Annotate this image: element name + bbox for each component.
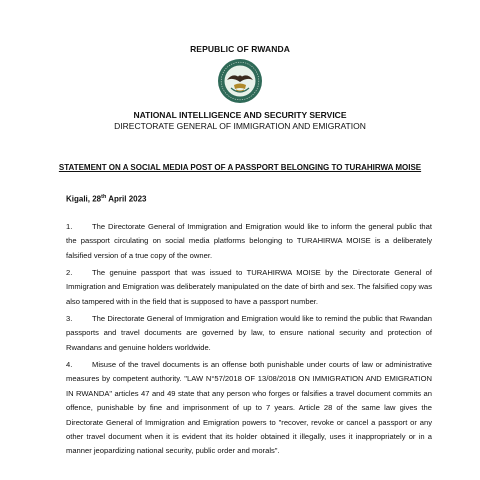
paragraph-number: 2. xyxy=(66,268,73,277)
paragraph-2 xyxy=(66,266,432,309)
statement-title: STATEMENT ON A SOCIAL MEDIA POST OF A PASSPORT BELONGING TO TURAHIRWA MOISE xyxy=(58,163,422,172)
paragraph-number: 1. xyxy=(66,222,73,231)
paragraph-text: The Directorate General of Immigration and Emigration would like to inform the general public that the passport circulating on social media platforms belonging to TURAHIRWA MOISE is a deliberately falsified version of a true copy of the owner. xyxy=(66,222,432,260)
paragraph-1 xyxy=(66,220,432,263)
dateline-ordinal: th xyxy=(101,194,107,200)
paragraph-3 xyxy=(66,312,432,355)
agency-heading: NATIONAL INTELLIGENCE AND SECURITY SERVICE xyxy=(133,110,347,120)
dateline xyxy=(66,194,147,204)
paragraph-text: The genuine passport that was issued to TURAHIRWA MOISE by the Directorate General of Immigration and Emigration was deliberately manipulated on the date of birth and sex. The falsified copy was also tampered with in the field that is supposed to have a passport number. xyxy=(66,268,432,306)
paragraph-number: 4. xyxy=(66,360,73,369)
paragraph-4 xyxy=(66,358,432,459)
directorate-heading: DIRECTORATE GENERAL OF IMMIGRATION AND EMIGRATION xyxy=(114,121,366,131)
paragraph-text: The Directorate General of Immigration and Emigration would like to remind the public that Rwandan passports and travel documents are governed by law, to ensure national security and protection of Rwandans and genuine holders worldwide. xyxy=(66,314,432,352)
paragraph-number: 3. xyxy=(66,314,73,323)
country-heading: REPUBLIC OF RWANDA xyxy=(190,44,290,54)
paragraph-text: Misuse of the travel documents is an offense both punishable under courts of law or administrative measures by competent authority. "LAW N°57/2018 OF 13/08/2018 ON IMMIGRATION AND EMIGRATION IN RWANDA" articles 47 and 49 state that any person who forges or falsifies a travel document commits an offence, punishable by fine and imprisonment of up to 7 years. Article 28 of the same law gives the Directorate General of Immigration and Emigration powers to "recover, revoke or cancel a passport or any other travel document when it is evident that its holder obtained it illegally, uses it inappropriately or in a manner jeopardizing national security, public order and morals". xyxy=(66,360,432,456)
dateline-month-year: April 2023 xyxy=(106,194,147,204)
dateline-day: Kigali, 28 xyxy=(66,194,102,204)
nisss-seal-icon xyxy=(217,58,263,104)
